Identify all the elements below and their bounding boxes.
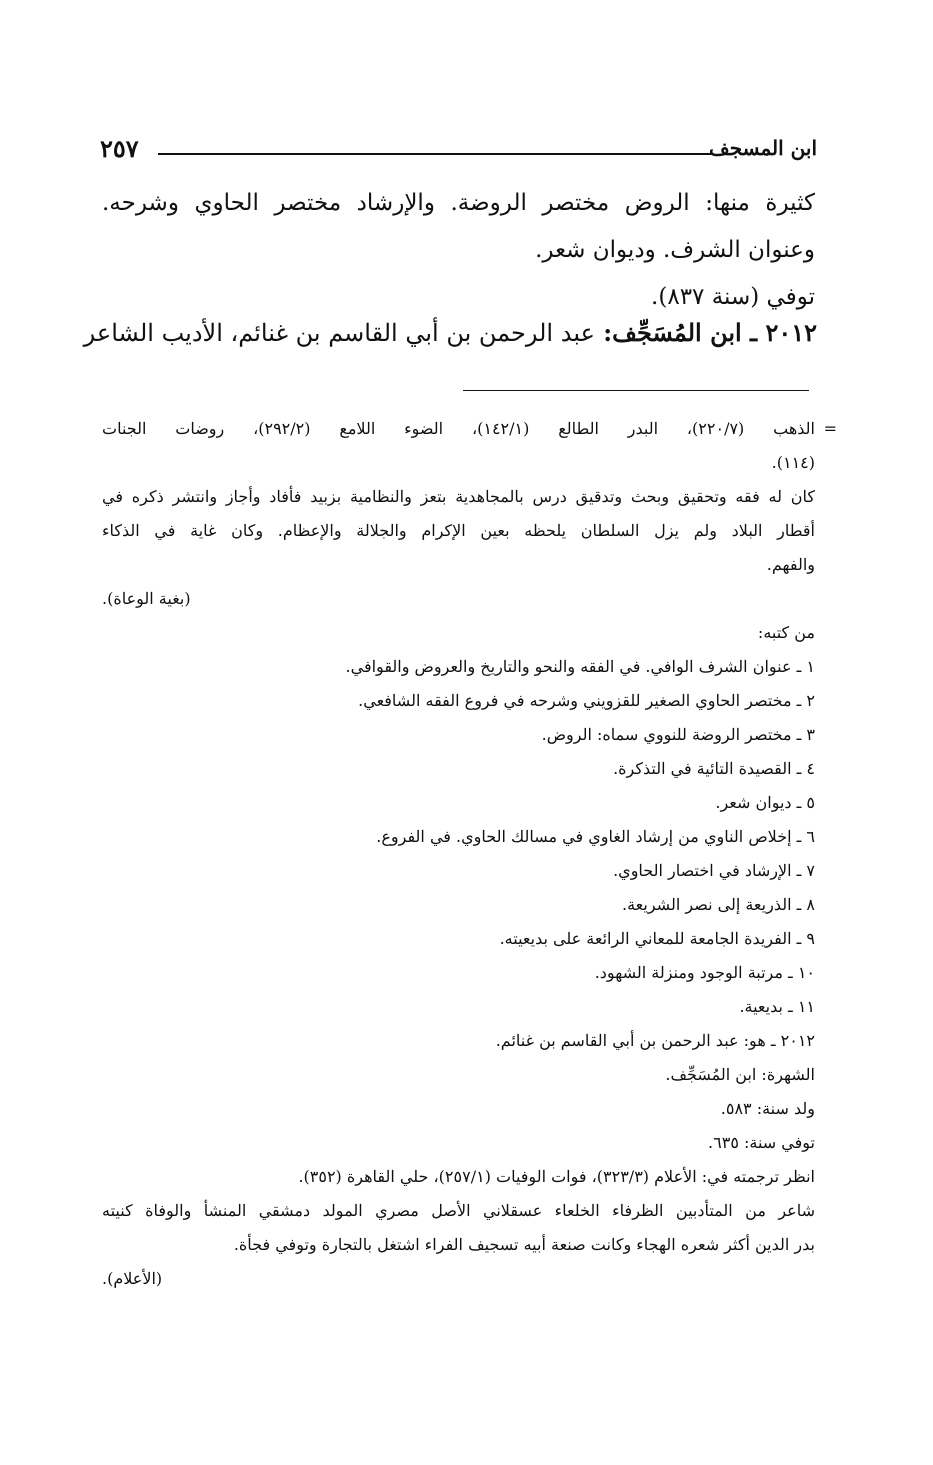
book-item: ٤ ـ القصيدة التائية في التذكرة. xyxy=(613,759,815,778)
book-item: ١١ ـ بديعية. xyxy=(739,997,815,1016)
entry-heading xyxy=(83,318,817,347)
entry2-line: ٢٠١٢ ـ هو: عبد الرحمن بن أبي القاسم بن غنائم. xyxy=(495,1031,815,1050)
book-item: ٦ ـ إخلاص الناوي من إرشاد الغاوي في مسالك الحاوي. في الفروع. xyxy=(376,827,815,846)
book-item: ٩ ـ الفريدة الجامعة للمعاني الرائعة على بديعيته. xyxy=(499,929,815,948)
book-item: ٨ ـ الذريعة إلى نصر الشريعة. xyxy=(622,895,815,914)
main-line: وعنوان الشرف. وديوان شعر. xyxy=(535,237,815,263)
entry2-sources: انظر ترجمته في: الأعلام (٣٢٣/٣)، فوات الوفيات (٢٥٧/١)، حلي القاهرة (٣٥٢). xyxy=(298,1167,815,1186)
entry-name: ابن المُسَجِّف: xyxy=(603,318,742,347)
header-rule xyxy=(158,153,713,155)
books-heading: من كتبه: xyxy=(757,623,815,642)
running-title: ابن المسجف xyxy=(709,136,817,160)
entry2-reference: (الأعلام). xyxy=(102,1269,163,1288)
footnote-separator xyxy=(463,390,809,391)
book-item: ٧ ـ الإرشاد في اختصار الحاوي. xyxy=(613,861,815,880)
sources-line: (١١٤). xyxy=(771,453,815,472)
entry2-fame: الشهرة: ابن المُسَجِّف. xyxy=(665,1065,815,1084)
entry2-bio: شاعر من المتأدبين الظرفاء الخلعاء عسقلاني الأصل مصري المولد دمشقي المنشأ والوفاة كنيته xyxy=(102,1201,815,1220)
bio-line: كان له فقه وتحقيق وبحث وتدقيق درس بالمجاهدية بتعز والنظامية بزبيد فأفاد وأجاز وانتشر ذكره في xyxy=(102,487,815,506)
books-list xyxy=(102,650,815,1024)
entry-number: ٢٠١٢ ـ xyxy=(750,318,817,347)
sources-line: الذهب (٢٢٠/٧)، البدر الطالع (١٤٢/١)، الضوء اللامع (٢٩٢/٢)، روضات الجنات xyxy=(102,419,815,438)
bio-line: أقطار البلاد ولم يزل السلطان يلحظه بعين الإكرام والجلالة والإعظام. وكان غاية في الذكاء xyxy=(102,521,815,540)
footnotes xyxy=(102,412,837,1296)
main-line: توفي (سنة ٨٣٧). xyxy=(651,284,815,310)
bio-reference: (بغية الوعاة). xyxy=(102,589,191,608)
entry-text: عبد الرحمن بن أبي القاسم بن غنائم، الأديب الشاعر xyxy=(83,319,595,347)
footnote-sources xyxy=(102,412,837,446)
entry2-died: توفي سنة: ٦٣٥. xyxy=(708,1133,815,1152)
main-line: كثيرة منها: الروض مختصر الروضة. والإرشاد مختصر الحاوي وشرحه. xyxy=(102,190,815,216)
continuation-mark: = xyxy=(823,419,837,438)
book-item: ٥ ـ ديوان شعر. xyxy=(715,793,815,812)
book-item: ١ ـ عنوان الشرف الوافي. في الفقه والنحو والتاريخ والعروض والقوافي. xyxy=(345,657,815,676)
bio-line: والفهم. xyxy=(766,555,815,574)
page-number: ٢٥٧ xyxy=(100,134,139,163)
entry2-bio: بدر الدين أكثر شعره الهجاء وكانت صنعة أبيه تسجيف الفراء اشتغل بالتجارة وتوفي فجأة. xyxy=(233,1235,815,1254)
book-item: ٣ ـ مختصر الروضة للنووي سماه: الروض. xyxy=(541,725,815,744)
entry2-born: ولد سنة: ٥٨٣. xyxy=(720,1099,815,1118)
book-item: ١٠ ـ مرتبة الوجود ومنزلة الشهود. xyxy=(594,963,815,982)
main-text xyxy=(102,180,815,321)
running-header xyxy=(100,136,817,168)
book-item: ٢ ـ مختصر الحاوي الصغير للقزويني وشرحه في فروع الفقه الشافعي. xyxy=(358,691,815,710)
